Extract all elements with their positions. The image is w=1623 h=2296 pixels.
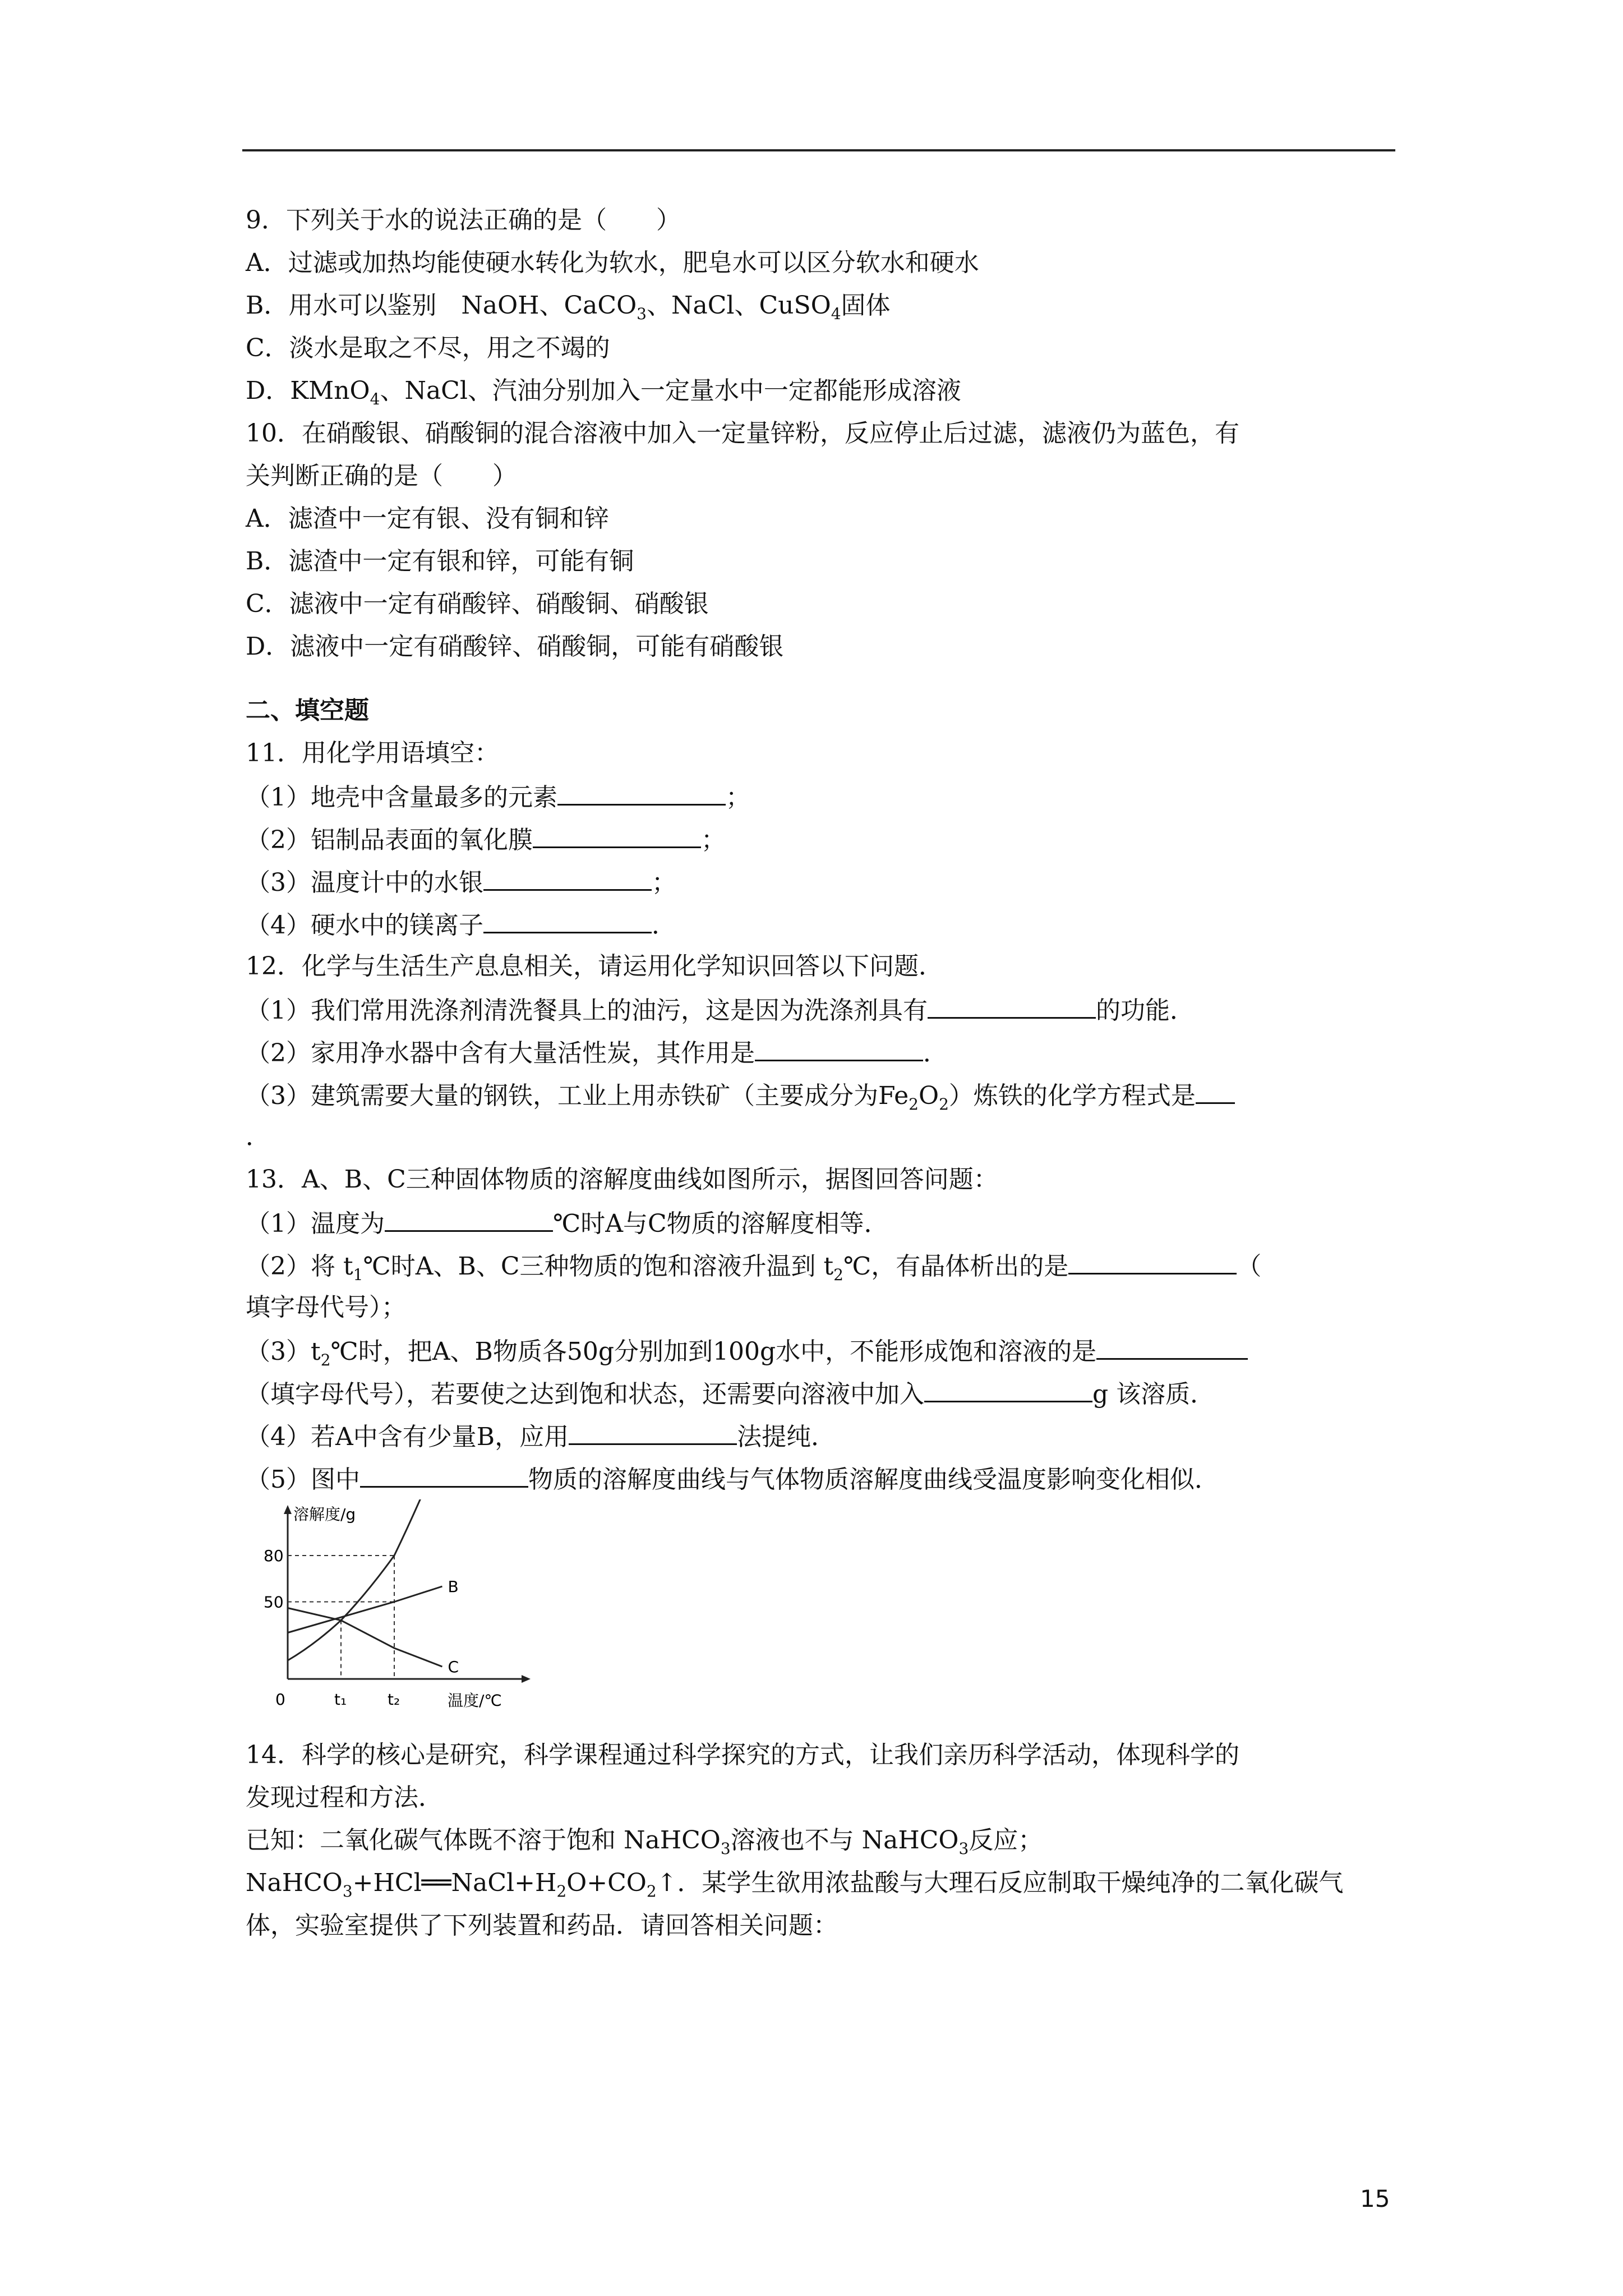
y-tick-label: 50: [264, 1593, 284, 1612]
answer-blank[interactable]: [1096, 1329, 1248, 1360]
answer-blank[interactable]: [483, 860, 652, 891]
x-axis-arrow: [522, 1675, 531, 1683]
header-rule: [242, 149, 1395, 151]
answer-blank[interactable]: [557, 775, 726, 806]
x-axis-label: 温度/℃: [448, 1691, 502, 1710]
q12-part3-end: ．: [246, 1122, 270, 1151]
series-line-c: [288, 1608, 442, 1667]
q12-part2: （2）家用净水器中含有大量活性炭，其作用是 ．: [246, 1030, 1401, 1073]
q11-part4: （4）硬水中的镁离子 ．: [246, 903, 1401, 945]
solubility-chart: [262, 1499, 543, 1718]
q13-part4: （4）若A中含有少量B，应用 法提纯．: [246, 1414, 1401, 1457]
q9-option-c: C．淡水是取之不尽，用之不竭的: [246, 334, 610, 362]
q13-part2-line2: 填字母代号）；: [246, 1293, 406, 1322]
q9-stem: 9．下列关于水的说法正确的是（ ）: [246, 206, 681, 234]
answer-blank[interactable]: [569, 1414, 737, 1445]
q10-stem-line2: 关判断正确的是（ ）: [246, 462, 517, 490]
y-axis-arrow: [284, 1505, 292, 1514]
q9-option-d: D．KMnO$_4$、NaCl、汽油分别加入一定量水中一定都能形成溶液: [246, 376, 961, 408]
q10-stem-line1: 10．在硝酸银、硝酸铜的混合溶液中加入一定量锌粉，反应停止后过滤，滤液仍为蓝色，有: [246, 419, 1239, 448]
answer-blank[interactable]: [483, 903, 652, 933]
page-number: 15: [1360, 2185, 1390, 2212]
series-line-a: [288, 1499, 442, 1660]
q13-part2: （2）将 $t_1℃$时A、B、C三种物质的饱和溶液升温到 $t_2℃$，有晶体析出的是 （: [246, 1244, 1401, 1286]
series-label-b: B: [448, 1577, 459, 1596]
q12-stem: 12．化学与生活生产息息相关，请运用化学知识回答以下问题．: [246, 952, 943, 981]
q11-part1: （1）地壳中含量最多的元素 ；: [246, 775, 1401, 817]
q10-option-c: C．滤液中一定有硝酸锌、硝酸铜、硝酸银: [246, 590, 709, 618]
answer-blank[interactable]: [924, 1372, 1092, 1402]
q13-part3: $(3)t_2℃$时，把A、B物质各50g分别加到100g水中，不能形成饱和溶液的是: [246, 1329, 1401, 1372]
origin-label: 0: [275, 1690, 285, 1709]
y-axis-label: 溶解度/g: [293, 1505, 356, 1524]
q13-part3-line2: （填字母代号），若要使之达到饱和状态，还需要向溶液中加入 g 该溶质．: [246, 1372, 1401, 1414]
q14-line1: 14．科学的核心是研究，科学课程通过科学探究的方式，让我们亲历科学活动，体现科学的: [246, 1741, 1239, 1769]
series-label-c: C: [448, 1658, 459, 1676]
answer-blank[interactable]: [1068, 1244, 1237, 1274]
section-heading: 二、填空题: [246, 696, 369, 725]
q12-part3: （3）建筑需要大量的钢铁，工业上用赤铁矿（主要成分为$Fe_2O_2$）炼铁的化学方程式是: [246, 1073, 1401, 1116]
answer-blank[interactable]: [928, 988, 1096, 1019]
q13-part1: （1）温度为 ℃时A与C物质的溶解度相等．: [246, 1201, 1401, 1244]
x-tick-label: t₂: [388, 1690, 400, 1709]
q14-line2: 发现过程和方法．: [246, 1783, 443, 1812]
answer-blank[interactable]: [1196, 1073, 1235, 1104]
q10-option-b: B．滤渣中一定有银和锌，可能有铜: [246, 547, 634, 576]
answer-blank[interactable]: [533, 817, 701, 848]
q11-part2: （2）铝制品表面的氧化膜 ；: [246, 817, 1401, 860]
x-tick-label: t₁: [334, 1690, 347, 1709]
q10-option-d: D．滤液中一定有硝酸锌、硝酸铜，可能有硝酸银: [246, 632, 784, 661]
solubility-chart-svg: [262, 1499, 543, 1718]
q13-part5: （5）图中 物质的溶解度曲线与气体物质溶解度曲线受温度影响变化相似．: [246, 1457, 1401, 1499]
q14-line5: 体，实验室提供了下列装置和药品．请回答相关问题：: [246, 1911, 838, 1940]
q9-option-a: A．过滤或加热均能使硬水转化为软水，肥皂水可以区分软水和硬水: [246, 249, 979, 277]
q14-line4: $NaHCO_3+HCl══NaCl+H_2O+CO_2↑$．某学生欲用浓盐酸与大理石反应制取干燥纯净的二氧化碳气: [246, 1869, 1344, 1901]
answer-blank[interactable]: [360, 1457, 528, 1488]
y-tick-label: 80: [264, 1547, 284, 1565]
q9-option-b: B．用水可以鉴别 NaOH、CaCO$_3$、NaCl、CuSO$_4$固体: [246, 291, 891, 323]
q12-part1: （1）我们常用洗涤剂清洗餐具上的油污，这是因为洗涤剂具有 的功能．: [246, 988, 1401, 1030]
q11-part3: （3）温度计中的水银 ；: [246, 860, 1401, 903]
q13-stem: 13．A、B、C三种固体物质的溶解度曲线如图所示，据图回答问题：: [246, 1165, 998, 1194]
q10-option-a: A．滤渣中一定有银、没有铜和锌: [246, 504, 609, 533]
q14-line3: 已知：二氧化碳气体既不溶于饱和 NaHCO$_3$溶液也不与 NaHCO$_3$反应；: [246, 1826, 1043, 1858]
exam-page-content: [246, 199, 1401, 1947]
answer-blank[interactable]: [755, 1030, 923, 1061]
q11-stem: 11．用化学用语填空：: [246, 739, 499, 767]
answer-blank[interactable]: [385, 1201, 553, 1232]
